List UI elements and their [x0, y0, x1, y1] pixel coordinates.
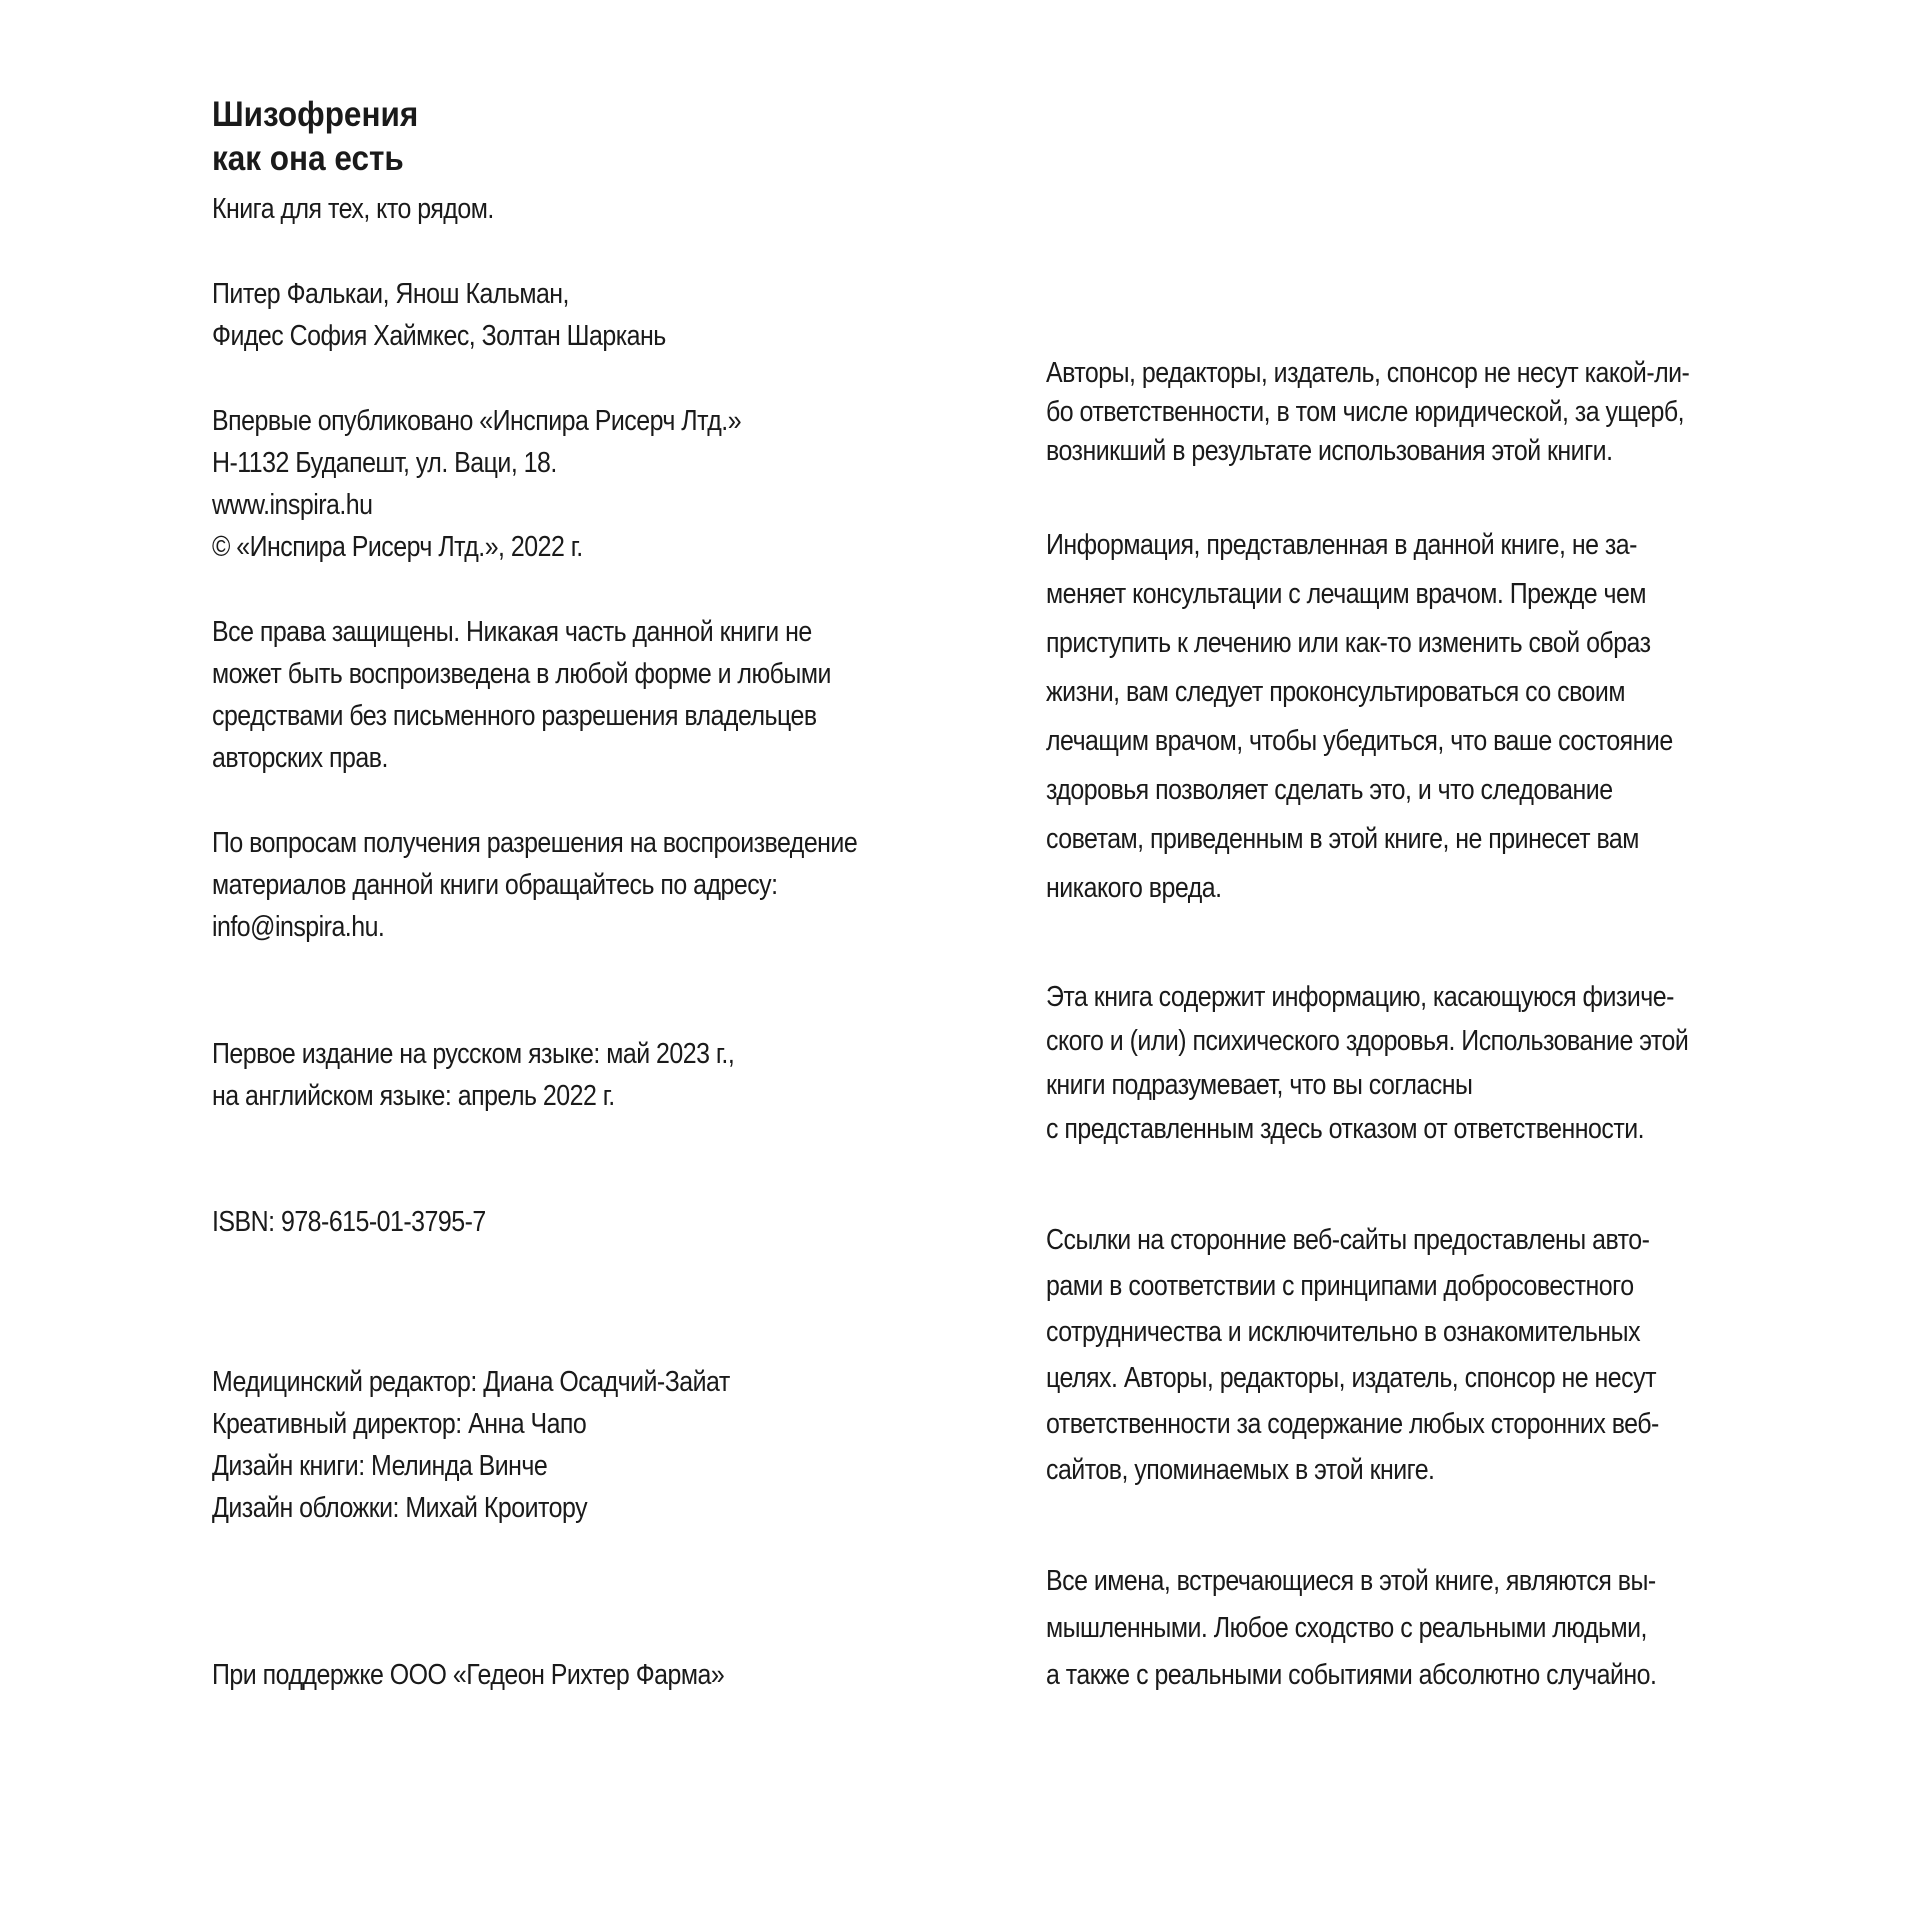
authors-line-2: Фидес София Хаймкес, Золтан Шаркань — [212, 320, 666, 352]
medical-info-line-7: советам, приведенным в этой книге, не принесет вам — [1046, 823, 1639, 855]
links-line-6: сайтов, упоминаемых в этой книге. — [1046, 1454, 1435, 1486]
liability-line-2: бо ответственности, в том числе юридической, за ущерб, — [1046, 396, 1685, 428]
medical-info-line-5: лечащим врачом, чтобы убедиться, что ваше состояние — [1046, 725, 1673, 757]
rights-line-4: авторских прав. — [212, 742, 388, 774]
medical-info-line-8: никакого вреда. — [1046, 872, 1222, 904]
rights-line-1: Все права защищены. Никакая часть данной книги не — [212, 616, 812, 648]
book-subtitle: Книга для тех, кто рядом. — [212, 193, 494, 225]
medical-info-line-1: Информация, представленная в данной книге, не за- — [1046, 529, 1637, 561]
medical-info-line-2: меняет консультации с лечащим врачом. Прежде чем — [1046, 578, 1646, 610]
links-line-3: сотрудничества и исключительно в ознакомительных — [1046, 1316, 1641, 1348]
credit-creative-director: Креативный директор: Анна Чапо — [212, 1408, 587, 1440]
contact-email: info@inspira.hu. — [212, 911, 385, 943]
edition-line-1: Первое издание на русском языке: май 2023 г., — [212, 1038, 735, 1070]
names-line-2: мышленными. Любое сходство с реальными людьми, — [1046, 1612, 1647, 1644]
credit-medical-editor: Медицинский редактор: Диана Осадчий-Зайат — [212, 1366, 730, 1398]
sponsor-note: При поддержке ООО «Гедеон Рихтер Фарма» — [212, 1659, 725, 1691]
contact-line-1: По вопросам получения разрешения на воспроизведение — [212, 827, 858, 859]
credit-book-design: Дизайн книги: Мелинда Винче — [212, 1450, 548, 1482]
book-title-line-1: Шизофрения — [212, 95, 419, 134]
rights-line-3: средствами без письменного разрешения владельцев — [212, 700, 817, 732]
medical-info-line-3: приступить к лечению или как-то изменить свой образ — [1046, 627, 1651, 659]
names-line-3: а также с реальными событиями абсолютно случайно. — [1046, 1659, 1657, 1691]
links-line-1: Ссылки на сторонние веб-сайты предоставлены авто- — [1046, 1224, 1650, 1256]
links-line-4: целях. Авторы, редакторы, издатель, спонсор не несут — [1046, 1362, 1656, 1394]
contact-line-2: материалов данной книги обращайтесь по адресу: — [212, 869, 778, 901]
medical-info-line-4: жизни, вам следует проконсультироваться со своим — [1046, 676, 1625, 708]
publisher-website: www.inspira.hu — [212, 489, 373, 521]
copyright-notice: © «Инспира Рисерч Лтд.», 2022 г. — [212, 531, 583, 563]
health-info-line-4: с представленным здесь отказом от ответственности. — [1046, 1113, 1645, 1145]
health-info-line-1: Эта книга содержит информацию, касающуюся физиче- — [1046, 981, 1674, 1013]
links-line-5: ответственности за содержание любых сторонних веб- — [1046, 1408, 1659, 1440]
edition-line-2: на английском языке: апрель 2022 г. — [212, 1080, 615, 1112]
liability-line-1: Авторы, редакторы, издатель, спонсор не несут какой-ли- — [1046, 357, 1690, 389]
names-line-1: Все имена, встречающиеся в этой книге, являются вы- — [1046, 1565, 1656, 1597]
book-title-line-2: как она есть — [212, 139, 404, 178]
health-info-line-3: книги подразумевает, что вы согласны — [1046, 1069, 1473, 1101]
credit-cover-design: Дизайн обложки: Михай Кроитору — [212, 1492, 588, 1524]
publisher-line-1: Впервые опубликовано «Инспира Рисерч Лтд.» — [212, 405, 742, 437]
isbn: ISBN: 978-615-01-3795-7 — [212, 1206, 486, 1238]
liability-line-3: возникший в результате использования этой книги. — [1046, 435, 1613, 467]
health-info-line-2: ского и (или) психического здоровья. Использование этой — [1046, 1025, 1689, 1057]
medical-info-line-6: здоровья позволяет сделать это, и что следование — [1046, 774, 1613, 806]
links-line-2: рами в соответствии с принципами добросовестного — [1046, 1270, 1634, 1302]
authors-line-1: Питер Фалькаи, Янош Кальман, — [212, 278, 569, 310]
rights-line-2: может быть воспроизведена в любой форме и любыми — [212, 658, 831, 690]
publisher-address: H-1132 Будапешт, ул. Ваци, 18. — [212, 447, 557, 479]
